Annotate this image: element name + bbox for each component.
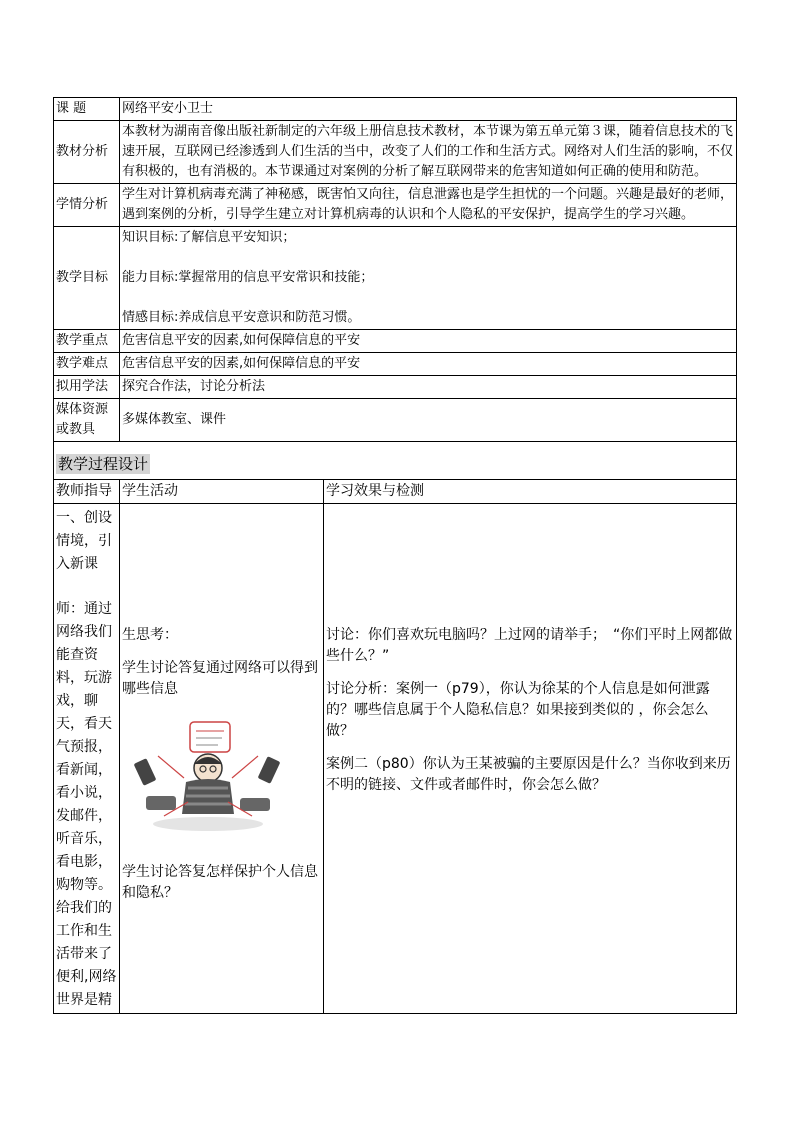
row-method [54,376,737,399]
effect-discussion: 讨论：你们喜欢玩电脑吗？上过网的请举手； “你们平时上网都做些什么？” [326,627,733,664]
row-goals [54,227,737,330]
row-material [54,121,737,184]
row-column-headers [54,480,737,504]
col-teacher-header: 教师指导 [54,480,120,504]
row-students [54,184,737,227]
material-value: 本教材为湖南音像出版社新制定的六年级上册信息技术教材，本节课为第五单元第３课，随着信息技术的飞速开展，互联网已经渗透到人们生活的当中，改变了人们的工作和生活方式。网络对人们生活的影响，不仅有积极的，也有消极的。本节课通过对案例的分析了解互联网带来的危害知道如何正确的使用和防范。 [120,121,737,184]
topic-value: 网络平安小卫士 [120,98,737,121]
student-cell [120,504,324,1014]
process-title: 教学过程设计 [58,455,149,473]
material-label: 教材分析 [54,121,120,184]
teacher-talk: 师：通过网络我们能查资料，玩游戏，聊天，看天气预报，看新闻，看小说，发邮件，听音乐，看电影，购物等。给我们的工作和生活带来了便利,网络世界是精 [56,601,117,1008]
teacher-cell [54,504,120,1014]
effect-case-one: 讨论分析：案例一（p79），你认为徐某的个人信息是如何泄露的？哪些信息属于个人隐私信息？如果接到类似的 ，你会怎么做？ [326,681,710,739]
key-point-label: 教学重点 [54,330,120,353]
goals-value [120,227,737,330]
key-point-value: 危害信息平安的因素,如何保障信息的平安 [120,330,737,353]
row-difficulty [54,353,737,376]
row-process-title [54,442,737,480]
students-label: 学情分析 [54,184,120,227]
process-table [53,442,737,1014]
goal-ability: 能力目标:掌握常用的信息平安常识和技能； [122,270,374,285]
privacy-cartoon-icon [128,716,288,836]
media-label: 媒体资源或教具 [54,399,120,442]
row-media [54,399,737,442]
method-value: 探究合作法，讨论分析法 [120,376,737,399]
effect-cell [324,504,737,1014]
difficulty-label: 教学难点 [54,353,120,376]
cartoon-illustration [128,716,288,836]
teacher-step: 一、创设情境，引入新课 [56,510,112,572]
media-value: 多媒体教室、课件 [120,399,737,442]
topic-label: 课 题 [54,98,120,121]
col-student-header: 学生活动 [120,480,324,504]
row-process-body [54,504,737,1014]
lesson-info-table [53,97,737,442]
lesson-plan [53,97,736,1014]
student-think: 生思考： [122,627,178,643]
goal-knowledge: 知识目标:了解信息平安知识； [122,230,296,245]
method-label: 拟用学法 [54,376,120,399]
goal-emotion: 情感目标:养成信息平安意识和防范习惯。 [122,310,361,325]
effect-case-two: 案例二（p80）你认为王某被骗的主要原因是什么？当你收到来历不明的链接、文件或者邮件时，你会怎么做？ [326,756,731,793]
students-value: 学生对计算机病毒充满了神秘感，既害怕又向往，信息泄露也是学生担忧的一个问题。兴趣是最好的老师，遇到案例的分析，引导学生建立对计算机病毒的认识和个人隐私的平安保护，提高学生的学习兴趣。 [120,184,737,227]
goals-label: 教学目标 [54,227,120,330]
row-key-point [54,330,737,353]
difficulty-value: 危害信息平安的因素,如何保障信息的平安 [120,353,737,376]
student-discuss-privacy: 学生讨论答复怎样保护个人信息和隐私？ [122,864,318,901]
row-topic [54,98,737,121]
col-effect-header: 学习效果与检测 [324,480,737,504]
student-discuss-info: 学生讨论答复通过网络可以得到哪些信息 [122,660,318,697]
